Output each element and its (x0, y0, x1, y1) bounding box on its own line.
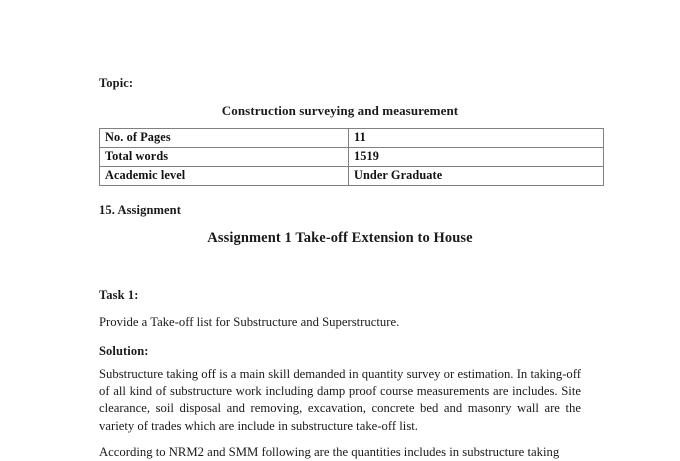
task-text-block (99, 314, 581, 331)
solution-paragraph-one: Substructure taking off is a main skill demanded in quantity survey or estimation. In taking-off of all kind of substructure work including damp proof course measurements are includes. Site clearance, soil disposal and removing, excavation, concrete bed and masonry wall are the variety of trades which are include in substructure take-off list. (99, 367, 581, 433)
solution-paragraph-two: According to NRM2 and SMM following are the quantities includes in substructure taking (99, 445, 560, 459)
solution-paragraph-one-block (99, 366, 581, 435)
assignment-number-block (99, 202, 581, 219)
table-cell-key: Total words (100, 148, 349, 167)
table-cell-value: 1519 (349, 148, 604, 167)
assignment-number: 15. Assignment (99, 203, 181, 217)
task-text: Provide a Take-off list for Substructure and Superstructure. (99, 315, 400, 329)
table-cell-value: 11 (349, 129, 604, 148)
assignment-title-block (99, 229, 581, 248)
table-row (100, 167, 604, 186)
table-cell-key: No. of Pages (100, 129, 349, 148)
table-cell-value: Under Graduate (349, 167, 604, 186)
table-row (100, 129, 604, 148)
info-table-wrapper (99, 128, 581, 186)
solution-paragraph-two-block (99, 444, 581, 461)
document-info-table (99, 128, 604, 186)
topic-label: Topic: (99, 76, 134, 90)
table-row (100, 148, 604, 167)
task-label: Task 1: (99, 288, 139, 302)
subject-heading-block (99, 102, 581, 119)
table-cell-key: Academic level (100, 167, 349, 186)
solution-label-block (99, 343, 581, 360)
solution-label: Solution: (99, 344, 149, 358)
topic-label-block (99, 75, 581, 92)
page-title: Assignment 1 Take-off Extension to House (207, 230, 473, 246)
subject-heading: Construction surveying and measurement (221, 103, 459, 118)
info-table-body (100, 129, 604, 186)
task-label-block (99, 287, 581, 304)
